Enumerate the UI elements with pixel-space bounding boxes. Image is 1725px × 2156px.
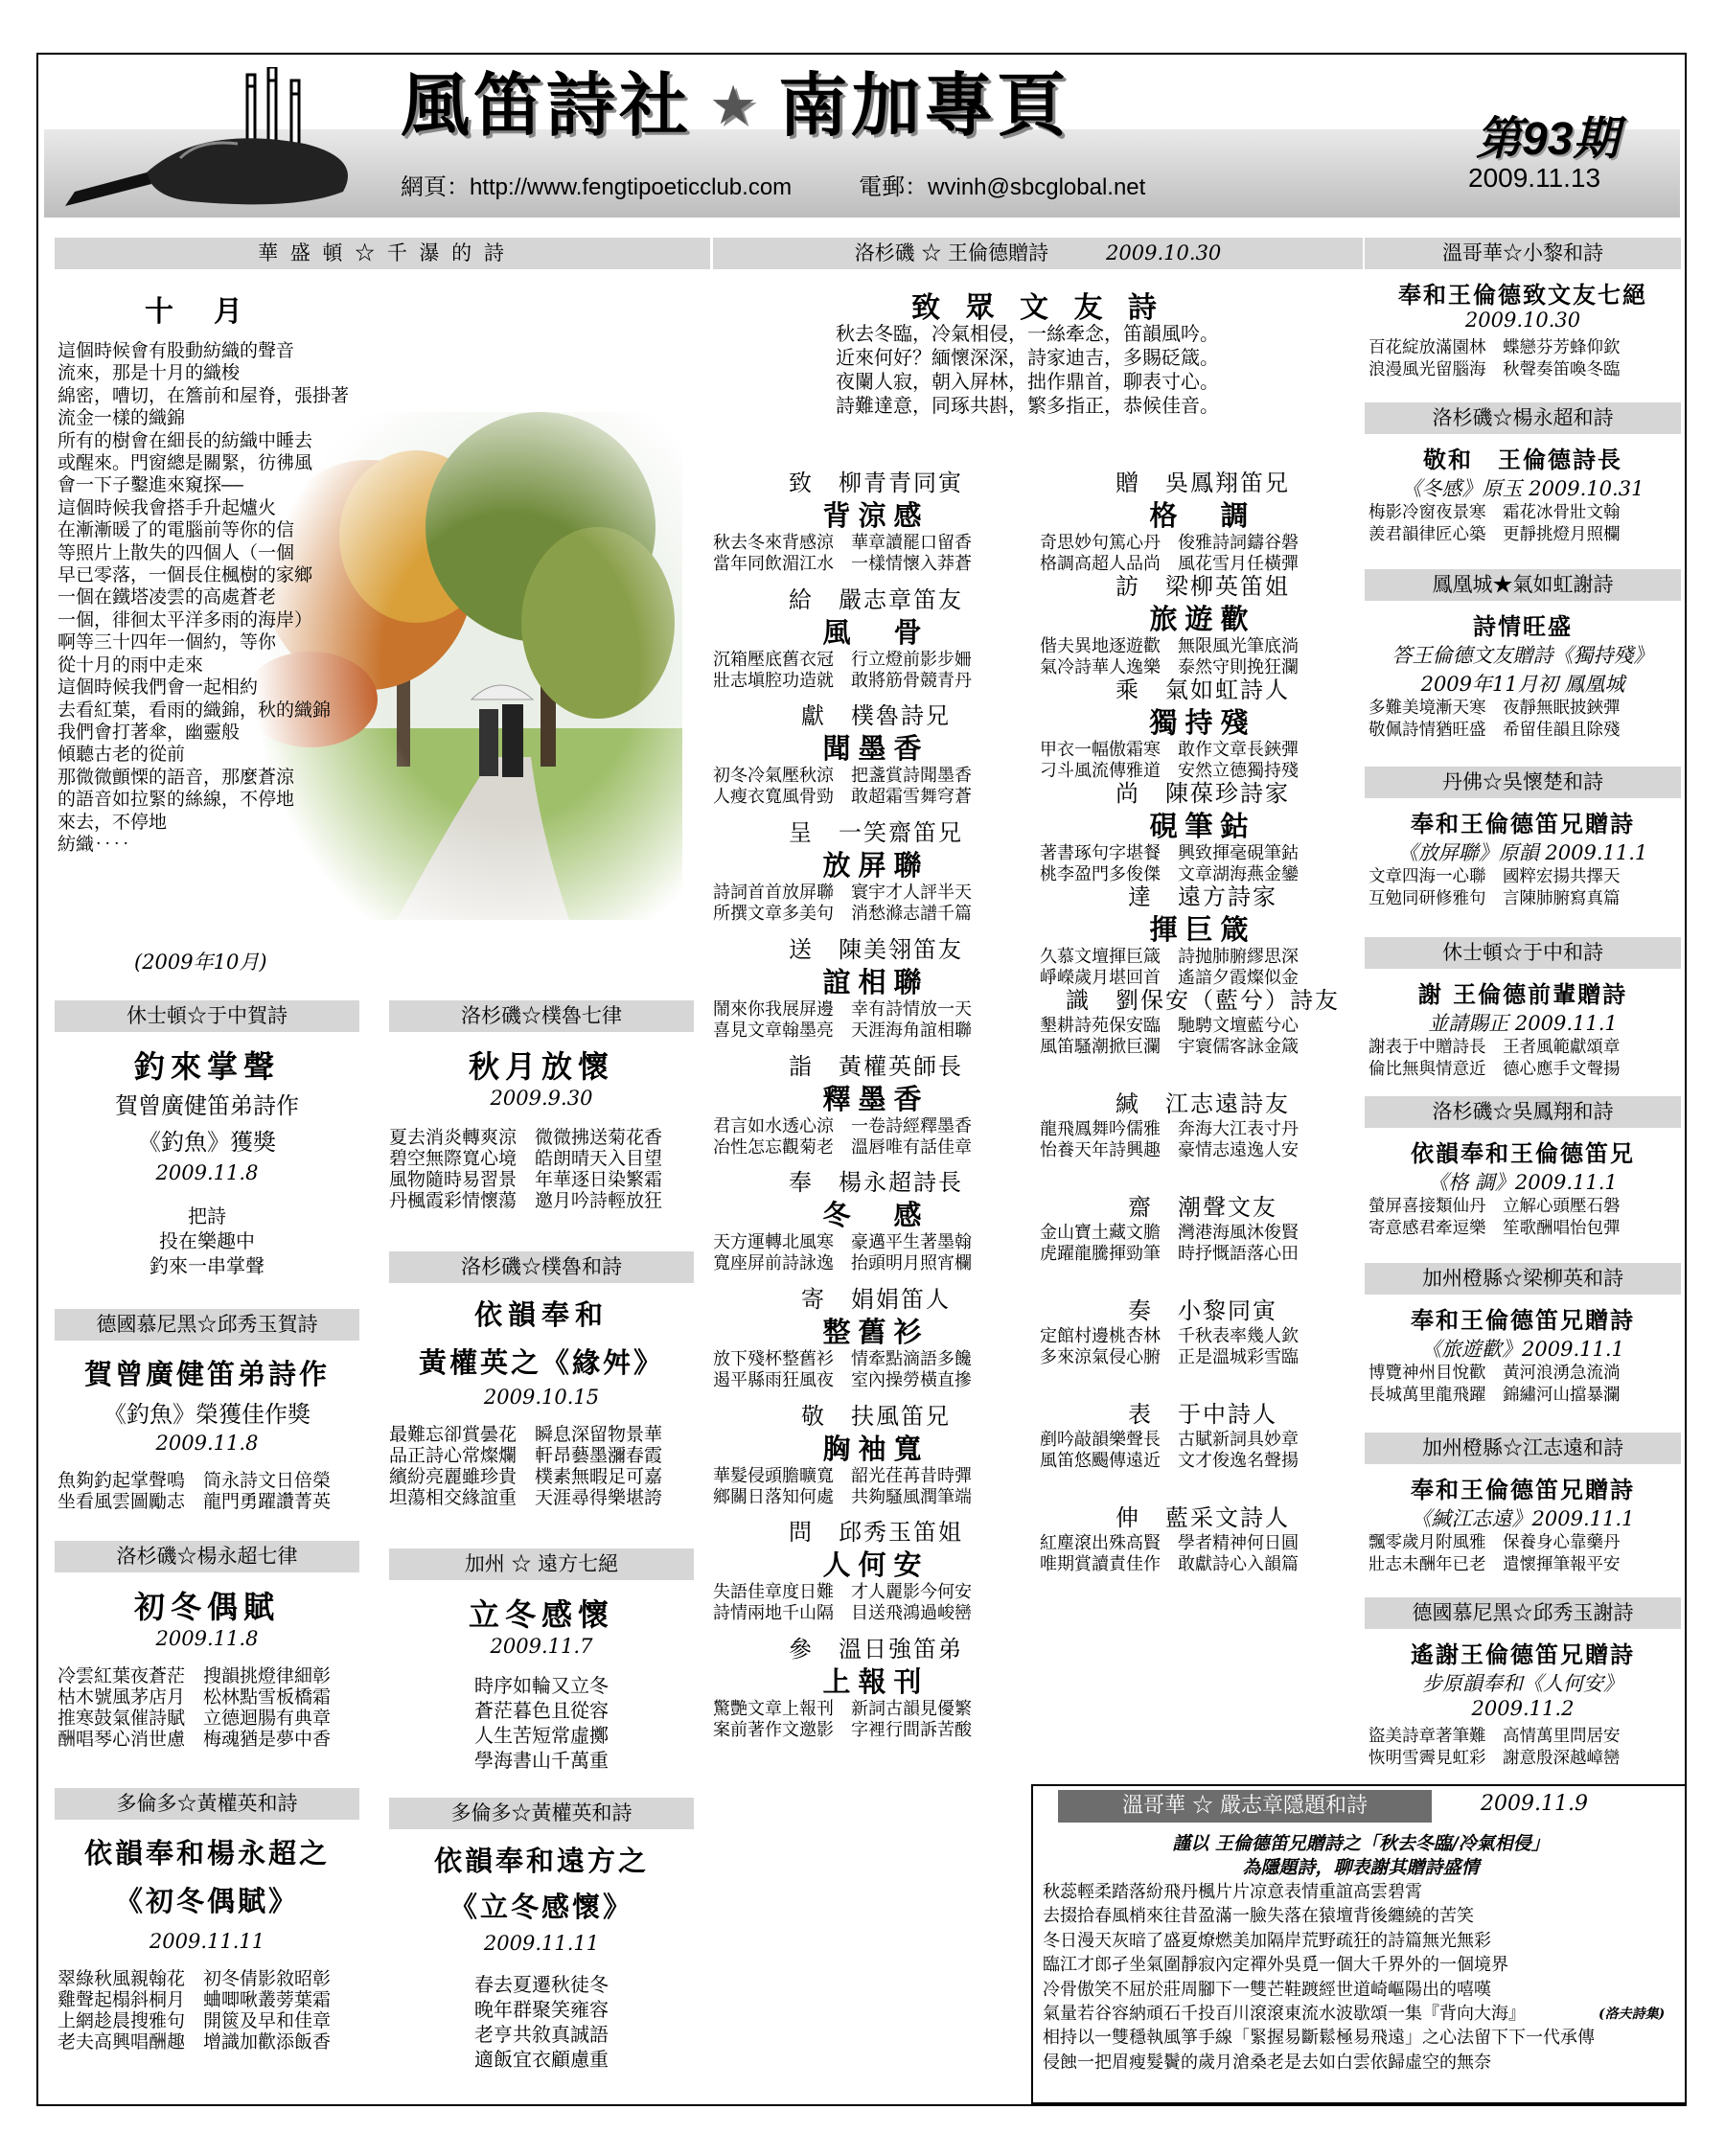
poem-subtitle: 並請賜正 2009.11.1 xyxy=(1428,1012,1618,1035)
poem-lines: 放下殘杯整舊衫 情牽點滴語多饞 遏平縣雨狂風夜 室內操勞橫直摻 xyxy=(713,1348,972,1390)
section-header: 加州橙縣☆江志遠和詩 xyxy=(1365,1433,1681,1464)
poem-lines: 久慕文壇揮巨箴 詩抛肺腑繆思深 崢嶸歲月堪回首 遙諳夕霞燦似金 xyxy=(1040,947,1299,988)
poem-lines: 百花綻放滿園林 蝶戀芬芳蜂仰欽 浪漫風光留腦海 秋聲奏笛喚冬臨 xyxy=(1368,338,1621,379)
section-header: 洛杉磯☆樸魯七律 xyxy=(389,1000,694,1032)
dedication-title: 放屏聯 xyxy=(822,849,930,883)
poem-subtitle: 《釣魚》榮獲佳作獎 xyxy=(104,1401,310,1428)
poem-lines: 君言如水透心涼 一卷詩經釋墨香 冶性怎忘觀菊老 溫唇唯有話佳章 xyxy=(713,1115,972,1158)
dedication-heading: 表 于中詩人 xyxy=(1128,1401,1277,1428)
poem-date: 2009年11月初 鳳凰城 xyxy=(1420,673,1625,696)
dedication-title: 獨持殘 xyxy=(1149,706,1256,739)
poem-lines: 盜美詩章著筆難 高情萬里問居安 恢明雪霽見虹彩 謝意殷深越嶂巒 xyxy=(1368,1727,1621,1768)
poem-date: 2009.11.11 xyxy=(149,1930,265,1953)
poem-lines: 最難忘卻賞曇花 瞬息深留物景華 品正詩心常燦爛 軒昂藝墨瀰春霞 繽紛亮麗雖珍貴 樸素無暇足可嘉 坦蕩相交緣誼重 天涯尋得樂堪誇 xyxy=(389,1424,663,1508)
section-header: 洛杉磯☆吳鳳翔和詩 xyxy=(1365,1096,1681,1128)
poem-title: 依韻奉和楊永超之 xyxy=(83,1837,330,1869)
section-header: 洛杉磯☆楊永超七律 xyxy=(55,1541,359,1572)
dedication-title: 背涼感 xyxy=(822,499,930,532)
section-header: 洛杉磯☆楊永超和詩 xyxy=(1365,402,1681,434)
poem-lines: 墾耕詩苑保安臨 馳騁文壇藍兮心 風笛騷潮掀巨瀾 宇寰儒客詠金箴 xyxy=(1040,1016,1299,1057)
dedication-heading: 致 柳青青同寅 xyxy=(789,470,963,496)
dedication-title: 揮巨箴 xyxy=(1149,913,1256,946)
poem-lines: 詩詞首首放屏聯 寰宇才人評半天 所撰文章多美句 消愁滌志譜千篇 xyxy=(713,883,972,925)
poem-lines: 飄零歲月附風雅 保養身心靠藥丹 壯志未酬年已老 遣懷揮筆報平安 xyxy=(1368,1533,1621,1574)
signature: (洛夫詩集) xyxy=(1598,2007,1666,2022)
dedication-heading: 奏 小黎同寅 xyxy=(1128,1297,1277,1324)
poem-title: 初冬偶賦 xyxy=(133,1589,280,1625)
poem-lines: 春去夏遷秋徒冬 晚年群聚笑雍容 老亨共敘真誠語 適飯宜衣顧慮重 xyxy=(474,1973,609,2071)
dedication-heading: 寄 娟娟笛人 xyxy=(801,1285,951,1313)
poem-subtitle: 《旅遊歡》2009.11.1 xyxy=(1421,1338,1624,1361)
poem-subtitle: 《冬感》原玉 2009.10.31 xyxy=(1401,477,1644,500)
poem-lines: 驚艷文章上報刊 新詞古韻見優繁 案前著作文邀影 字裡行間訴苦酸 xyxy=(713,1699,972,1740)
poem-title: 依韻奉和遠方之 xyxy=(433,1845,649,1877)
section-header: 溫哥華☆小黎和詩 xyxy=(1365,238,1681,269)
acrostic-body: 秋蕊輕柔踏落紛飛丹楓片片凉意表情重誼高雲碧霄 去掇拾春風梢來往昔盈滿一臉失落在猿壇背後纏繞的苦笑 冬日漫天灰暗了盛夏燎燃美加隔岸荒野疏狂的詩篇無光無彩 臨江才郎孑坐氣圍靜寂內定禪外吳覓一個大千界外的一個境界 冷骨傲笑不屈於莊周腳下一雙芒鞋踱經世道崎嶇陽出的嘻嘆 氣量若谷容納頑石千投百川滾滾東流水波歇頌一集『背向大海』 相持以一雙穩執風箏手線「緊握易斷鬆極易飛遠」之心法留下下一代承傳 侵蝕一把眉瘦髮鬢的歲月滄桑老是去如白雲依歸虛空的無奈 xyxy=(1043,1882,1595,2073)
dedication-title: 胸袖寬 xyxy=(822,1432,930,1465)
section-header: 華 盛 頓 ☆ 千 瀑 的 詩 xyxy=(55,238,710,269)
section-header: 丹佛☆吳懷楚和詩 xyxy=(1365,767,1681,798)
poem-lines: 時序如輪又立冬 蒼茫暮色且從容 人生苦短常虛擲 學海書山千萬重 xyxy=(474,1674,609,1772)
poem-lines: 螢屏喜接類仙丹 立解心頭壓石磐 寄意感君牽逗樂 笙歌酬唱怡包彈 xyxy=(1368,1197,1621,1238)
poem-subtitle: 《放屏聯》原韻 2009.11.1 xyxy=(1397,841,1648,864)
dedication-heading: 達 遠方詩家 xyxy=(1128,883,1277,910)
section-header: 洛杉磯☆樸魯和詩 xyxy=(389,1251,694,1283)
poem-subtitle: 黃權英之《緣舛》 xyxy=(418,1346,664,1379)
poem-title: 致 眾 文 友 詩 xyxy=(911,291,1164,325)
poem-subtitle: 《緘江志遠》2009.11.1 xyxy=(1411,1507,1635,1530)
poem-subtitle: 《初冬偶賦》 xyxy=(114,1885,299,1917)
dedication-title: 旅遊歡 xyxy=(1149,603,1256,635)
poem-title: 遙謝王倫德笛兄贈詩 xyxy=(1411,1640,1635,1668)
poem-title: 秋月放懷 xyxy=(468,1048,614,1085)
poem-title: 敬和 王倫德詩長 xyxy=(1423,446,1622,473)
poem-date: 2009.10.15 xyxy=(483,1386,600,1409)
poem-date: 2009.10.30 xyxy=(1464,309,1581,332)
poem-title: 奉和王倫德致文友七絕 xyxy=(1398,281,1647,309)
email-link[interactable]: 電郵：wvinh@sbcglobal.net xyxy=(859,174,1146,200)
poem-lines: 夏去消炎轉爽涼 微微拂送菊花香 碧空無際寬心境 皓朗晴天入目望 風物隨時易習景 年華逐日染繁霜 丹楓霞彩情懷蕩 邀月吟詩輕放狂 xyxy=(389,1127,663,1211)
poem-title: 十 月 xyxy=(145,295,248,329)
poem-lines: 把詩 投在樂趣中 釣來一串掌聲 xyxy=(150,1204,264,1277)
dedication-title: 誼相聯 xyxy=(822,965,930,998)
dedication-heading: 參 溫日強笛弟 xyxy=(789,1636,963,1663)
poem-lines: 剷吟敲韻樂聲長 古賦新詞具妙章 風笛悠颺傳遠近 文才俊逸名聲揚 xyxy=(1040,1430,1299,1471)
section-header: 多倫多☆黃權英和詩 xyxy=(55,1788,359,1820)
poem-title: 依韻奉和 xyxy=(473,1298,609,1331)
poem-subtitle: 步原韻奉和《人何安》 xyxy=(1422,1672,1623,1695)
poem-title: 詩情旺盛 xyxy=(1473,612,1573,640)
dedication-heading: 伸 藍采文詩人 xyxy=(1116,1504,1290,1531)
website-link[interactable]: 網頁：http://www.fengtipoeticclub.com xyxy=(401,174,793,200)
poem-subtitle: 《釣魚》獲獎 xyxy=(138,1129,276,1156)
poem-date: 2009.11.9 xyxy=(1481,1792,1588,1816)
dedication-heading: 贈 吳鳳翔笛兄 xyxy=(1116,470,1290,496)
poem-subtitle: 《立冬感懷》 xyxy=(448,1891,633,1923)
poem-title: 奉和王倫德笛兄贈詩 xyxy=(1411,1306,1635,1334)
poem-title: 謝 王倫德前輩贈詩 xyxy=(1417,980,1628,1008)
dedication-heading: 識 劉保安（藍兮）詩友 xyxy=(1066,987,1340,1014)
dedication-heading: 尚 陳葆珍詩家 xyxy=(1116,780,1290,807)
poem-date: 2009.11.8 xyxy=(155,1161,259,1184)
poem-lines: 博覽神州目悅歡 黃河浪湧急流淌 長城萬里龍飛躍 錦繡河山擋暴瀾 xyxy=(1368,1364,1621,1405)
poem-subtitle: 賀曾廣健笛弟詩作 xyxy=(115,1092,299,1119)
contact-line xyxy=(401,168,1212,201)
poem-lines: 華髮侵頭膽曠寬 韶光荏苒昔時彈 鄉關日落知何處 共夠騷風潤筆端 xyxy=(713,1465,972,1507)
dedication-title: 人何安 xyxy=(822,1548,930,1582)
poem-date: 2009.11.8 xyxy=(155,1432,259,1455)
poem-date: 2009.11.7 xyxy=(490,1635,593,1658)
section-header: 洛杉磯 ☆ 王倫德贈詩 2009.10.30 xyxy=(713,238,1363,269)
poem-title: 賀曾廣健笛弟詩作 xyxy=(83,1358,330,1390)
section-header: 德國慕尼黑☆邱秀玉賀詩 xyxy=(55,1309,359,1341)
dedication-heading: 問 邱秀玉笛姐 xyxy=(789,1519,963,1547)
masthead-title: 風笛詩社 ★ 南加專頁 xyxy=(401,65,1070,146)
section-header: 多倫多☆黃權英和詩 xyxy=(389,1798,694,1829)
poem-lines: 定館村邊桃杏林 千秋表率幾人欽 多來涼氣侵心腑 正是溫城彩雪臨 xyxy=(1040,1326,1299,1367)
dedication-title: 聞墨香 xyxy=(822,732,930,766)
section-header: 休士頓☆于中賀詩 xyxy=(55,1000,359,1032)
dedication-title: 冬 感 xyxy=(822,1199,930,1232)
poem-lines: 梅影冷窗夜景寒 霜花冰骨壯文翰 羨君韻律匠心築 更靜挑燈月照欄 xyxy=(1368,503,1621,544)
poem-lines: 多難美境漸天寒 夜靜無眠披鋏彈 敬佩詩情猶旺盛 希留佳韻且除殘 xyxy=(1368,699,1621,740)
dedication-heading: 訪 梁柳英笛姐 xyxy=(1116,573,1290,600)
poem-body: 這個時候會有股動紡織的聲音 流來，那是十月的織梭 綿密，嘈切，在簷前和屋脊，張掛著 流金一樣的織錦 所有的樹會在細長的紡織中睡去 或醒來。門窗總是關緊，彷彿風 會一下子鑿進來窺探—— 這個時候我會搭手升起爐火 在漸漸暖了的電腦前等你的信 等照片上散失的四個人（一個 早已零落，一個長住楓樹的家鄉 一個在鐵塔凌雲的高處蒼老 一個，徘徊太平洋多雨的海岸） 啊等三十四年一個約，等你 從十月的雨中走來 這個時候我們會一起相約 去看紅葉，看雨的織錦，秋的織錦 我們會打著傘，幽靈般 傾聽古老的從前 那微微顫慄的語音，那麼蒼涼 的語音如拉緊的絲線，不停地 來去，不停地 紡織‥‥ xyxy=(58,340,350,855)
poem-title: 奉和王倫德笛兄贈詩 xyxy=(1411,1476,1635,1503)
poem-date: 2009.9.30 xyxy=(490,1087,593,1110)
poem-lines: 失語佳章度日難 才人麗影今何安 詩情兩地千山隔 目送飛鴻過峻巒 xyxy=(713,1582,972,1624)
dedication-title: 格 調 xyxy=(1149,499,1256,532)
poem-lines: 魚夠釣起掌聲鳴 筒永詩文日倍榮 坐看風雲圖勵志 龍門勇躍讚菁英 xyxy=(58,1470,332,1512)
poem-intro: 秋去冬臨，冷氣相侵，一絲牽念，笛韻風吟。 近來何好？緬懷深深，詩家迪吉，多賜砭箴。 夜闌人寂，朝入屏林，拙作鼎首，聊表寸心。 詩難達意，同琢共斟，繁多指正，恭候佳音。 xyxy=(836,322,1219,417)
poem-lines: 著書琢句字堪餐 興致揮毫硯筆鈷 桃李盈門多俊傑 文章湖海燕金鑾 xyxy=(1040,843,1299,884)
dedication-title: 整舊衫 xyxy=(822,1315,930,1348)
dedication-heading: 奉 楊永超詩長 xyxy=(789,1169,963,1197)
poem-intro: 謹以 王倫德笛兄贈詩之「秋去冬臨/冷氣相侵」 為隱題詩，聊表謝其贈詩盛情 xyxy=(1172,1833,1550,1878)
poem-lines: 沉箱壓底舊衣冠 行立燈前影步姍 壯志塡腔功造就 敢將筋骨競青丹 xyxy=(713,649,972,691)
dedication-heading: 呈 一笑齋笛兄 xyxy=(789,819,963,847)
section-header: 德國慕尼黑☆邱秀玉謝詩 xyxy=(1365,1597,1681,1629)
poem-lines: 鬧來你我展屏邊 幸有詩情放一天 喜見文章翰墨亮 天涯海角誼相聯 xyxy=(713,998,972,1041)
dedication-title: 風 骨 xyxy=(822,615,930,649)
poem-title: 立冬感懷 xyxy=(468,1596,614,1633)
poem-lines: 文章四海一心聯 國粹宏揚共擇天 互勉同研修雅句 言陳肺腑寫真篇 xyxy=(1368,867,1621,908)
poem-title: 釣來掌聲 xyxy=(133,1048,280,1085)
section-header: 溫哥華 ☆ 嚴志章隱題和詩 xyxy=(1058,1790,1432,1823)
poem-subtitle: 答王倫德文友贈詩《獨持殘》 xyxy=(1392,644,1654,667)
poem-lines: 初冬冷氣壓秋涼 把盞賞詩聞墨香 人瘦衣寬風骨勁 敢超霜雪舞穹蒼 xyxy=(713,766,972,808)
poem-title: 奉和王倫德笛兄贈詩 xyxy=(1411,810,1635,837)
dedication-heading: 詣 黃權英師長 xyxy=(789,1052,963,1080)
dedication-heading: 乘 氣如虹詩人 xyxy=(1116,677,1290,703)
poem-lines: 奇思妙句篤心丹 俊雅詩詞鑄谷磐 格調高超人品尚 風花雪月任橫彈 xyxy=(1040,533,1299,574)
poem-subtitle: 《格 調》2009.11.1 xyxy=(1428,1171,1618,1194)
poem-lines: 甲衣一幅傲霜寒 敢作文章長鋏彈 刁斗風流傳雅道 安然立德獨持殘 xyxy=(1040,740,1299,781)
poem-date: (2009年10月) xyxy=(134,951,267,974)
poem-date: 2009.11.2 xyxy=(1471,1697,1575,1720)
poem-lines: 龍飛鳳舞吟儒雅 奔海大江表寸丹 怡養天年詩興趣 豪情志遠逸人安 xyxy=(1040,1119,1299,1160)
poem-date: 2009.11.11 xyxy=(483,1932,600,1955)
poem-lines: 天方運轉北風寒 豪邁平生著墨翰 寬座屏前詩詠逸 抬頭明月照宵欄 xyxy=(713,1232,972,1274)
section-header: 鳳凰城★氣如虹謝詩 xyxy=(1365,569,1681,601)
issue-date: 2009.11.13 xyxy=(1468,163,1601,193)
issue-number: 第93期 xyxy=(1476,114,1620,165)
dedication-heading: 給 嚴志章笛友 xyxy=(789,585,963,613)
dedication-heading: 敬 扶風笛兄 xyxy=(801,1402,951,1430)
poem-lines: 金山寶土藏文膽 灣港海風沐俊賢 虎躍龍騰揮勁筆 時抒慨語落心田 xyxy=(1040,1223,1299,1264)
poem-lines: 翠綠秋風親翰花 初冬倩影敘昭彰 雞聲起榻斜桐月 蛐唧啾叢蒡葉霜 上網趁晨搜雅句 開篋及早和佳章 老夫高興唱酬趣 增識加歡添飯香 xyxy=(58,1968,332,2053)
section-header: 休士頓☆于中和詩 xyxy=(1365,937,1681,969)
dedication-heading: 獻 樸魯詩兄 xyxy=(801,702,951,730)
dedication-heading: 送 陳美翎笛友 xyxy=(789,935,963,963)
dedication-heading: 齋 潮聲文友 xyxy=(1128,1194,1277,1221)
section-header: 加州 ☆ 遠方七絕 xyxy=(389,1548,694,1580)
poem-lines: 冷雲紅葉夜蒼茫 搜韻挑燈律細彰 枯木號風茅店月 松林點雪板橋霜 推寒鼓氣催詩賦 立德迴腸有典章 酬唱琴心消世慮 梅魂猶是夢中香 xyxy=(58,1665,332,1750)
bagpipe-icon xyxy=(56,67,381,211)
section-header: 加州橙縣☆梁柳英和詩 xyxy=(1365,1263,1681,1295)
poem-lines: 紅塵滾出殊高賢 學者精神何日圓 唯期賞讀責佳作 敢獻詩心入韻篇 xyxy=(1040,1533,1299,1574)
dedication-title: 釋墨香 xyxy=(822,1082,930,1115)
dedication-title: 硯筆鈷 xyxy=(1149,810,1256,842)
star-icon: ★ xyxy=(709,75,762,137)
poem-lines: 秋去冬來背感涼 華章讀罷口留香 當年同飲湄江水 一樣情懷入莽蒼 xyxy=(713,533,972,574)
dedication-title: 上報刊 xyxy=(822,1665,930,1698)
poem-date: 2009.11.8 xyxy=(155,1627,259,1650)
poem-lines: 謝表于中贈詩長 王者風範獻頌章 倫比無與情意近 德心應手文聲揚 xyxy=(1368,1038,1621,1079)
poem-lines: 偕夫異地逐遊歡 無限風光筆底淌 氣冷詩華人逸樂 泰然守則挽狂瀾 xyxy=(1040,636,1299,677)
dedication-heading: 緘 江志遠詩友 xyxy=(1116,1090,1290,1117)
poem-title: 依韻奉和王倫德笛兄 xyxy=(1411,1139,1635,1167)
